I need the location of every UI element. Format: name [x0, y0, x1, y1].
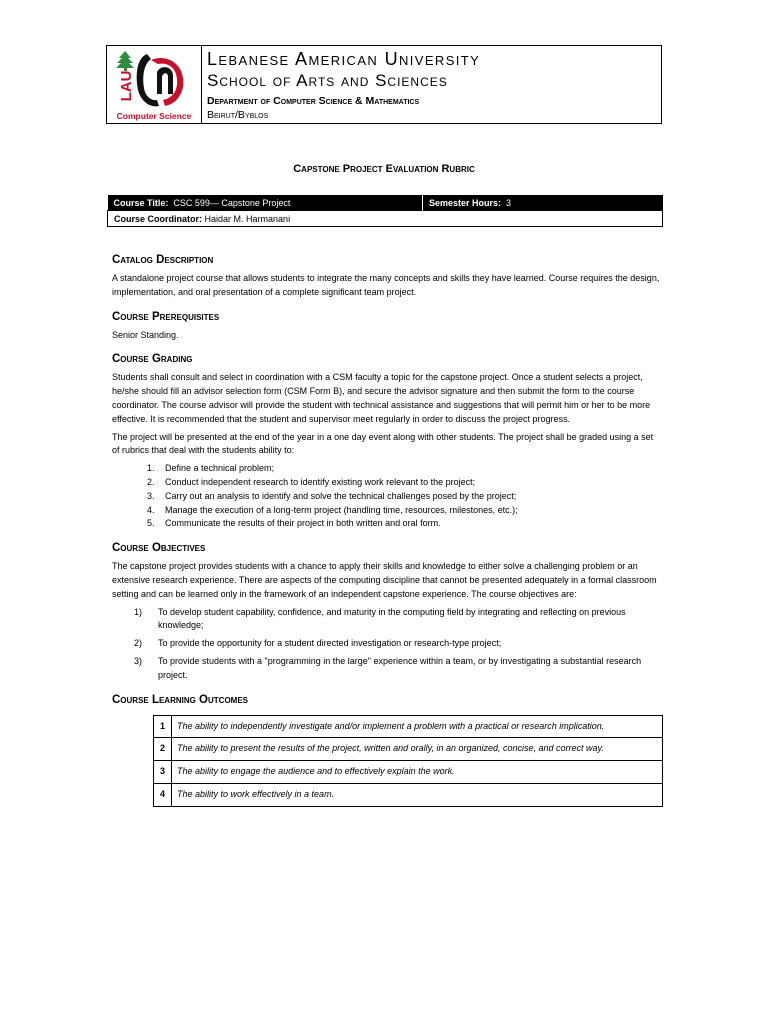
list-item: 1. Define a technical problem;: [157, 462, 660, 476]
course-title-cell: [108, 195, 423, 211]
list-item: [112, 606, 660, 634]
table-row: [154, 783, 663, 806]
semester-hours-cell: [423, 195, 663, 211]
semester-hours-value: 3: [506, 197, 512, 208]
list-item-text: To develop student capability, confidence, and maturity in the computing field by integrating and reflecting on previous knowledge;: [158, 606, 626, 631]
list-item: [112, 655, 660, 683]
logo-abbrev: LAU: [118, 70, 135, 102]
logo-department-label: Computer Science: [116, 111, 192, 121]
course-info-table: [107, 195, 663, 227]
lau-logo-graphic: [107, 46, 201, 123]
course-coordinator-value: Haidar M. Harmanani: [204, 213, 291, 224]
table-row: [154, 738, 663, 761]
course-title-label: Course Title:: [113, 197, 169, 208]
prerequisites-heading: Course Prerequisites: [112, 310, 220, 323]
document-title: Capstone Project Evaluation Rubric: [293, 163, 475, 175]
semester-hours-label: Semester Hours:: [429, 197, 502, 208]
lau-logo: [107, 46, 202, 123]
outcome-text: The ability to work effectively in a team.: [172, 783, 663, 806]
list-item: 3. Carry out an analysis to identify and solve the technical challenges posed by the project;: [157, 490, 660, 504]
table-row: [154, 715, 663, 738]
objectives-list: [112, 606, 660, 683]
outcome-number: 2: [154, 738, 172, 761]
document-body: [112, 250, 660, 807]
prerequisites-text: Senior Standing.: [112, 329, 179, 340]
list-item: [112, 637, 660, 651]
outcomes-heading: Course Learning Outcomes: [112, 693, 249, 706]
learning-outcomes-table: [153, 715, 663, 807]
course-coordinator-label: Course Coordinator:: [114, 213, 203, 224]
list-item: 4. Manage the execution of a long-term project (handling time, resources, milestones, etc.);: [157, 504, 660, 518]
grading-paragraph-1: Students shall consult and select in coordination with a CSM faculty a topic for the capstone project. Once a student selects a project, he/she should fill an advisor selection form (CSM Form B), and secure the advisor signature and then submit the form to the course coordinator. The course advisor will provide the student with technical assistance and suggestions that will permit him or her to be more effective. It is recommended that the student and supervisor meet regularly in order to discuss the project progress.: [112, 372, 651, 424]
grading-criteria-list: [112, 462, 660, 531]
outcome-number: 4: [154, 783, 172, 806]
catalog-heading: Catalog Description: [112, 254, 214, 266]
letterhead: [106, 45, 662, 124]
school-name: School of Arts and Sciences: [207, 71, 448, 90]
outcome-text: The ability to engage the audience and to effectively explain the work.: [172, 761, 663, 784]
cedar-icon: [116, 51, 134, 71]
university-name: Lebanese American University: [207, 49, 481, 69]
objectives-heading: Course Objectives: [112, 542, 206, 555]
course-coordinator-cell: [108, 211, 663, 227]
outcome-number: 3: [154, 761, 172, 784]
lau-emblem: [137, 54, 184, 106]
grading-paragraph-2: The project will be presented at the end of the year in a one day event along with other students. The project shall be graded using a set of rubrics that deal with the students ability to:: [112, 431, 654, 456]
outcome-text: The ability to present the results of the project, written and orally, in an organized, concise, and correct way.: [172, 738, 663, 761]
list-item: 5. Communicate the results of their project in both written and oral form.: [157, 517, 660, 531]
list-item-text: To provide the opportunity for a student directed investigation or research-type project;: [158, 638, 502, 649]
grading-heading: Course Grading: [112, 353, 193, 366]
outcome-text: The ability to independently investigate and/or implement a problem with a practical or research implication.: [172, 715, 663, 738]
objectives-intro: The capstone project provides students with a chance to apply their skills and knowledge to either solve a challenging problem or an extensive research experience. There are aspects of the computing discipline that cannot be presented adequately in a formal classroom setting and can be learned only in the framework of an independent capstone experience. The course objectives are:: [112, 561, 657, 599]
outcome-number: 1: [154, 715, 172, 738]
list-item: 2. Conduct independent research to identify existing work relevant to the project;: [157, 476, 660, 490]
list-item-text: To provide students with a "programming in the large" experience within a team, or by investigating a substantial research project.: [158, 655, 642, 680]
location: Beirut/Byblos: [207, 109, 269, 121]
department-name: Department of Computer Science & Mathematics: [207, 95, 420, 107]
table-row: [154, 761, 663, 784]
catalog-text: A standalone project course that allows students to integrate the many concepts and skills they have learned. Course requires the design, implementation, and oral presentation of a complete significant team project.: [112, 273, 660, 297]
list-item-number: 1): [134, 606, 143, 617]
course-title-value: CSC 599— Capstone Project: [173, 197, 291, 208]
list-item-number: 2): [134, 638, 143, 649]
list-item-number: 3): [134, 655, 143, 666]
